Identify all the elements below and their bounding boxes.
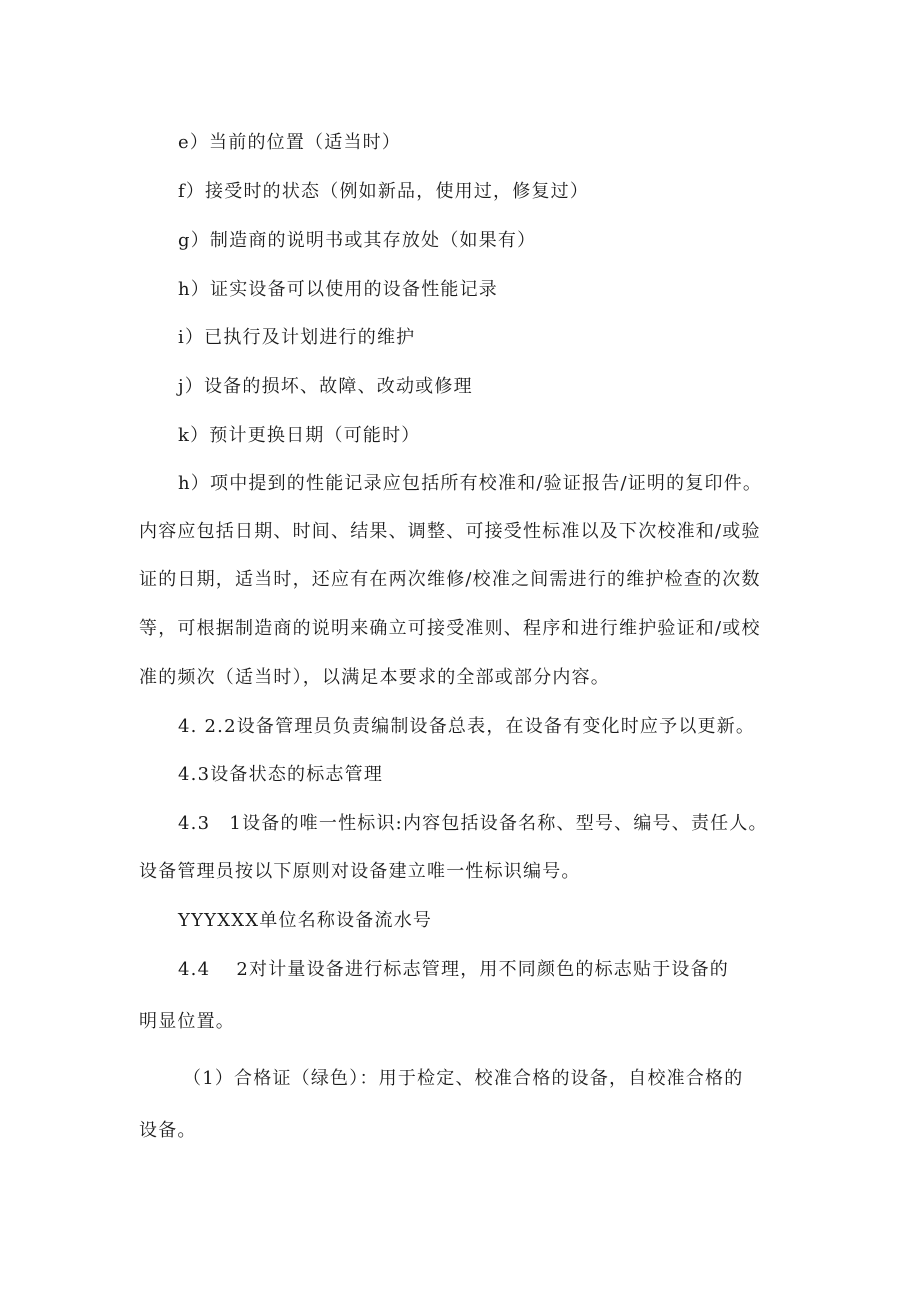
- paragraph-line: 等，可根据制造商的说明来确立可接受准则、程序和进行维护验证和/或校: [139, 618, 761, 639]
- list-item-f: f）接受时的状态（例如新品，使用过，修复过）: [178, 181, 590, 202]
- paragraph-line: 准的频次（适当时），以满足本要求的全部或部分内容。: [139, 667, 610, 688]
- list-item-i: i）已执行及计划进行的维护: [178, 327, 416, 348]
- paragraph-line: 内容应包括日期、时间、结果、调整、可接受性标准以及下次校准和/或验: [139, 521, 761, 542]
- id-format: YYYXXX单位名称设备流水号: [178, 910, 433, 931]
- list-item-e: e）当前的位置（适当时）: [178, 132, 402, 153]
- list-item-1: （1）合格证（绿色）：用于检定、校准合格的设备，自校准合格的: [183, 1068, 744, 1089]
- list-item-h: h）证实设备可以使用的设备性能记录: [178, 279, 498, 300]
- paragraph-line: 设备。: [139, 1120, 197, 1141]
- paragraph-line: 证的日期，适当时，还应有在两次维修/校准之间需进行的维护检查的次数: [139, 569, 761, 590]
- paragraph-line: 明显位置。: [139, 1011, 235, 1032]
- section-heading-4-3: 4.3设备状态的标志管理: [178, 764, 384, 785]
- section-4-2-2: 4. 2.2设备管理员负责编制设备总表，在设备有变化时应予以更新。: [178, 716, 756, 737]
- paragraph-line: h）项中提到的性能记录应包括所有校准和/验证报告/证明的复印件。: [178, 473, 763, 494]
- section-4-4: 4.4 2对计量设备进行标志管理，用不同颜色的标志贴于设备的: [178, 959, 729, 980]
- list-item-j: j）设备的损坏、故障、改动或修理: [178, 376, 473, 397]
- list-item-g: g）制造商的说明书或其存放处（如果有）: [178, 230, 537, 251]
- section-4-3-1: 4.3 1设备的唯一性标识:内容包括设备名称、型号、编号、责任人。: [178, 813, 768, 834]
- list-item-k: k）预计更换日期（可能时）: [178, 425, 421, 446]
- paragraph-line: 设备管理员按以下原则对设备建立唯一性标识编号。: [139, 861, 581, 882]
